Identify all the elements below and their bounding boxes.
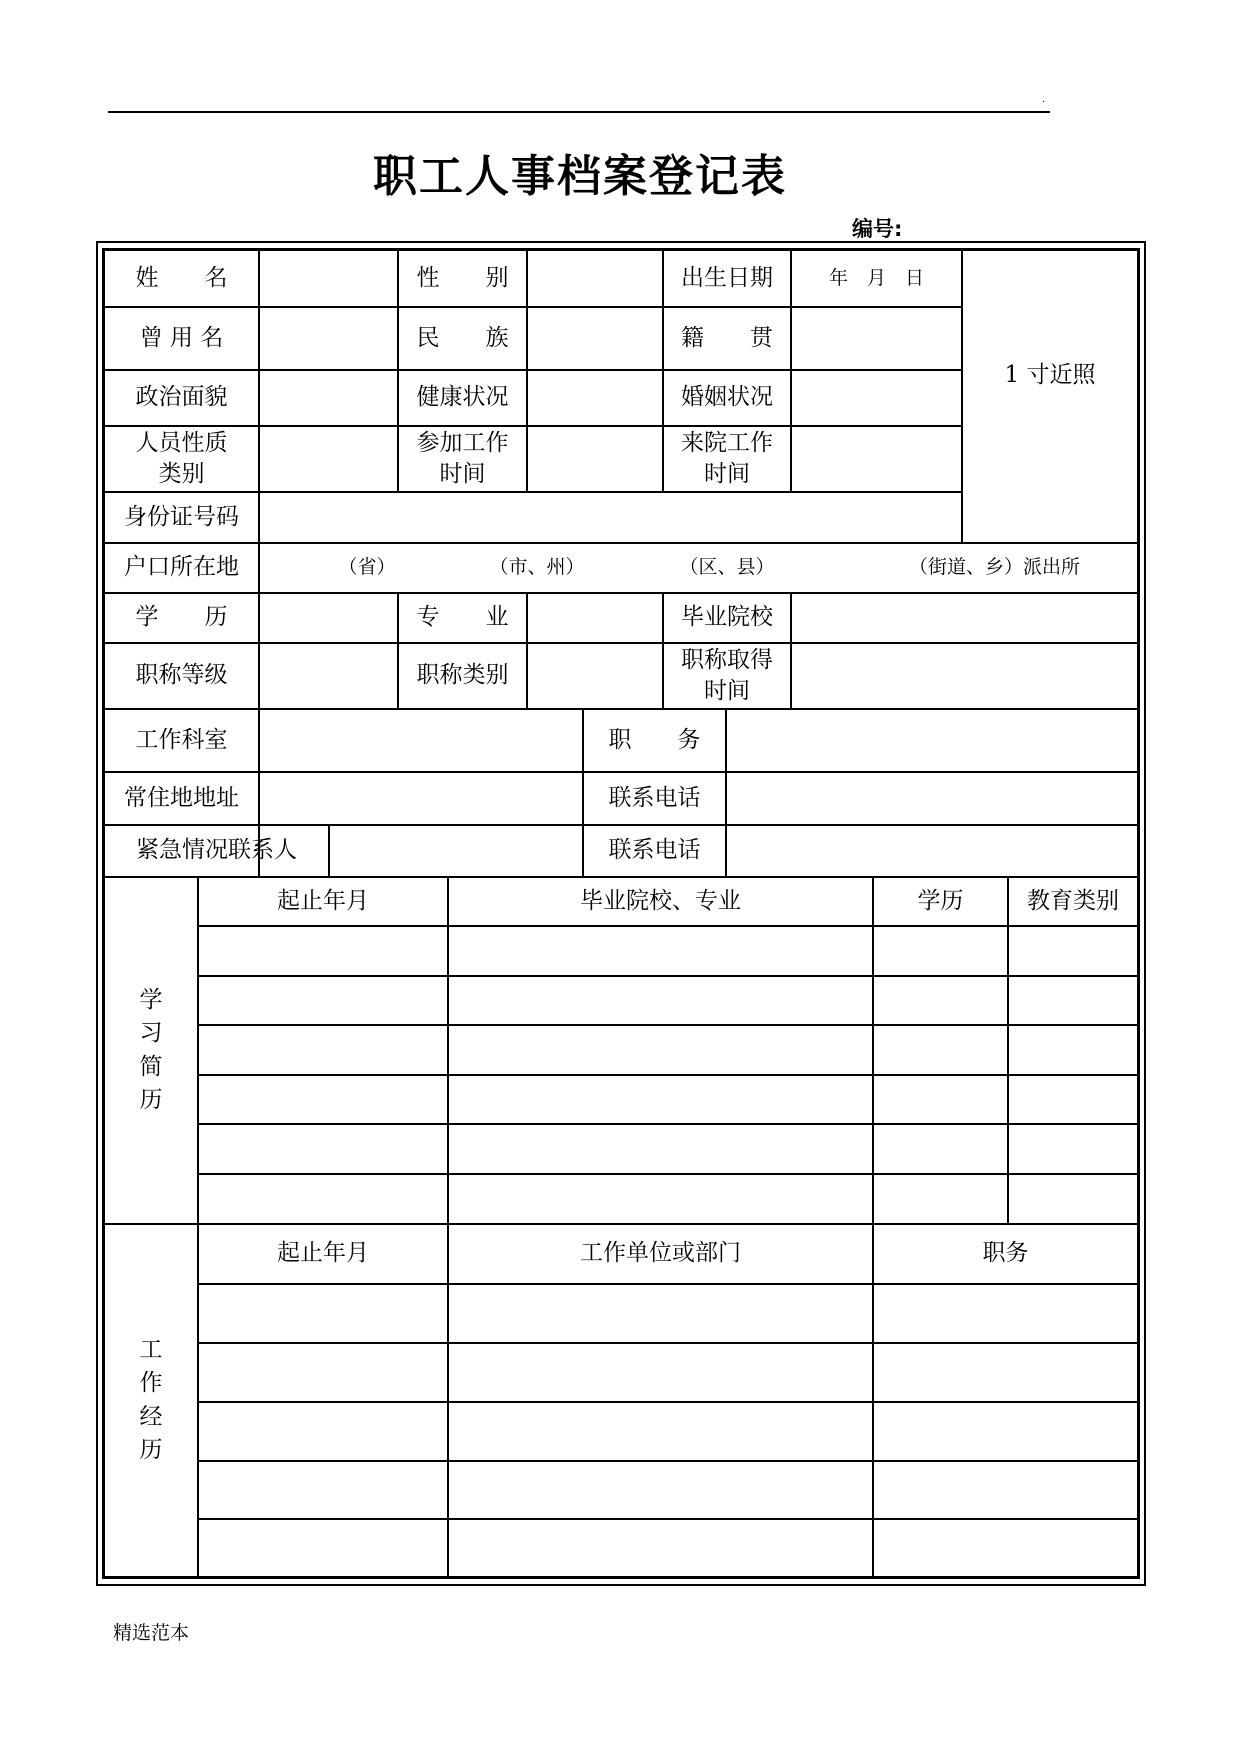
household-province: （省） <box>338 556 396 579</box>
col-line <box>725 708 727 876</box>
work-header-unit: 工作单位或部门 <box>580 1240 741 1267</box>
title-date-label: 职称取得 时间 <box>681 646 773 704</box>
work-row-line <box>197 1518 1140 1520</box>
study-row-line <box>197 925 1140 927</box>
header-rule <box>108 111 1050 113</box>
birth-date-label: 出生日期 <box>681 264 773 291</box>
position-label: 职 务 <box>608 726 701 753</box>
study-row-line <box>197 1123 1140 1125</box>
work-history-section-label: 工 作 经 历 <box>139 1336 163 1463</box>
former-name-label: 曾 用 名 <box>139 324 224 351</box>
name-label: 姓 名 <box>135 264 228 291</box>
study-header-degree: 学历 <box>917 887 964 914</box>
header-dot: . <box>1042 94 1046 105</box>
work-header-period: 起止年月 <box>277 1240 369 1267</box>
study-row-line <box>197 1173 1140 1175</box>
frame-right <box>1137 248 1140 1579</box>
work-row-line <box>197 1460 1140 1462</box>
col-line <box>258 248 260 876</box>
page-title: 职工人事档案登记表 <box>373 151 787 202</box>
photo-placeholder: 1 寸近照 <box>1004 362 1096 389</box>
department-label: 工作科室 <box>135 726 228 753</box>
study-row-line <box>197 1074 1140 1076</box>
household-district: （区、县） <box>679 556 775 579</box>
work-row-line <box>197 1283 1140 1285</box>
health-status-label: 健康状况 <box>416 384 509 411</box>
study-col-line <box>1007 876 1009 1223</box>
gender-label: 性 别 <box>416 264 509 291</box>
household-station: （街道、乡）派出所 <box>908 556 1080 579</box>
serial-number-label: 编号: <box>852 217 903 241</box>
birth-date-format: 年 月 日 <box>828 266 924 289</box>
study-header-period: 起止年月 <box>277 887 369 914</box>
native-place-label: 籍 贯 <box>681 324 773 351</box>
study-row-line <box>197 1024 1140 1026</box>
emergency-contact-label: 紧急情况联系人 <box>136 837 297 864</box>
address-label: 常住地地址 <box>124 784 239 811</box>
study-row-line <box>197 975 1140 977</box>
col-line <box>328 824 330 876</box>
emergency-phone-label: 联系电话 <box>608 837 701 864</box>
personnel-type-label: 人员性质 类别 <box>135 429 228 487</box>
political-status-label: 政治面貌 <box>135 384 228 411</box>
ethnicity-label: 民 族 <box>416 324 509 351</box>
household-label: 户口所在地 <box>124 554 239 581</box>
major-label: 专 业 <box>416 604 509 631</box>
study-col-line <box>197 876 199 1223</box>
id-number-label: 身份证号码 <box>124 503 239 530</box>
title-category-label: 职称类别 <box>416 662 509 689</box>
study-col-line <box>447 876 449 1223</box>
col-line <box>526 592 528 708</box>
phone-label: 联系电话 <box>608 784 701 811</box>
graduated-school-label: 毕业院校 <box>681 604 773 631</box>
education-label: 学 历 <box>135 604 228 631</box>
col-line <box>526 248 528 491</box>
hospital-start-label: 来院工作 时间 <box>681 429 773 487</box>
study-col-line <box>872 876 874 1223</box>
household-city: （市、州） <box>489 556 585 579</box>
study-history-section-label: 学 习 简 历 <box>139 986 163 1113</box>
work-start-label: 参加工作 时间 <box>416 429 509 487</box>
title-level-label: 职称等级 <box>135 662 228 689</box>
work-row-line <box>197 1342 1140 1344</box>
col-line <box>790 592 792 708</box>
study-header-education-type: 教育类别 <box>1027 887 1119 914</box>
page-footer: 精选范本 <box>113 1622 190 1644</box>
study-header-school: 毕业院校、专业 <box>580 887 741 914</box>
work-header-position: 职务 <box>982 1240 1029 1267</box>
work-row-line <box>197 1401 1140 1403</box>
marital-status-label: 婚姻状况 <box>681 384 773 411</box>
frame-bottom <box>102 1576 1140 1579</box>
registration-form-table <box>102 248 1140 1579</box>
